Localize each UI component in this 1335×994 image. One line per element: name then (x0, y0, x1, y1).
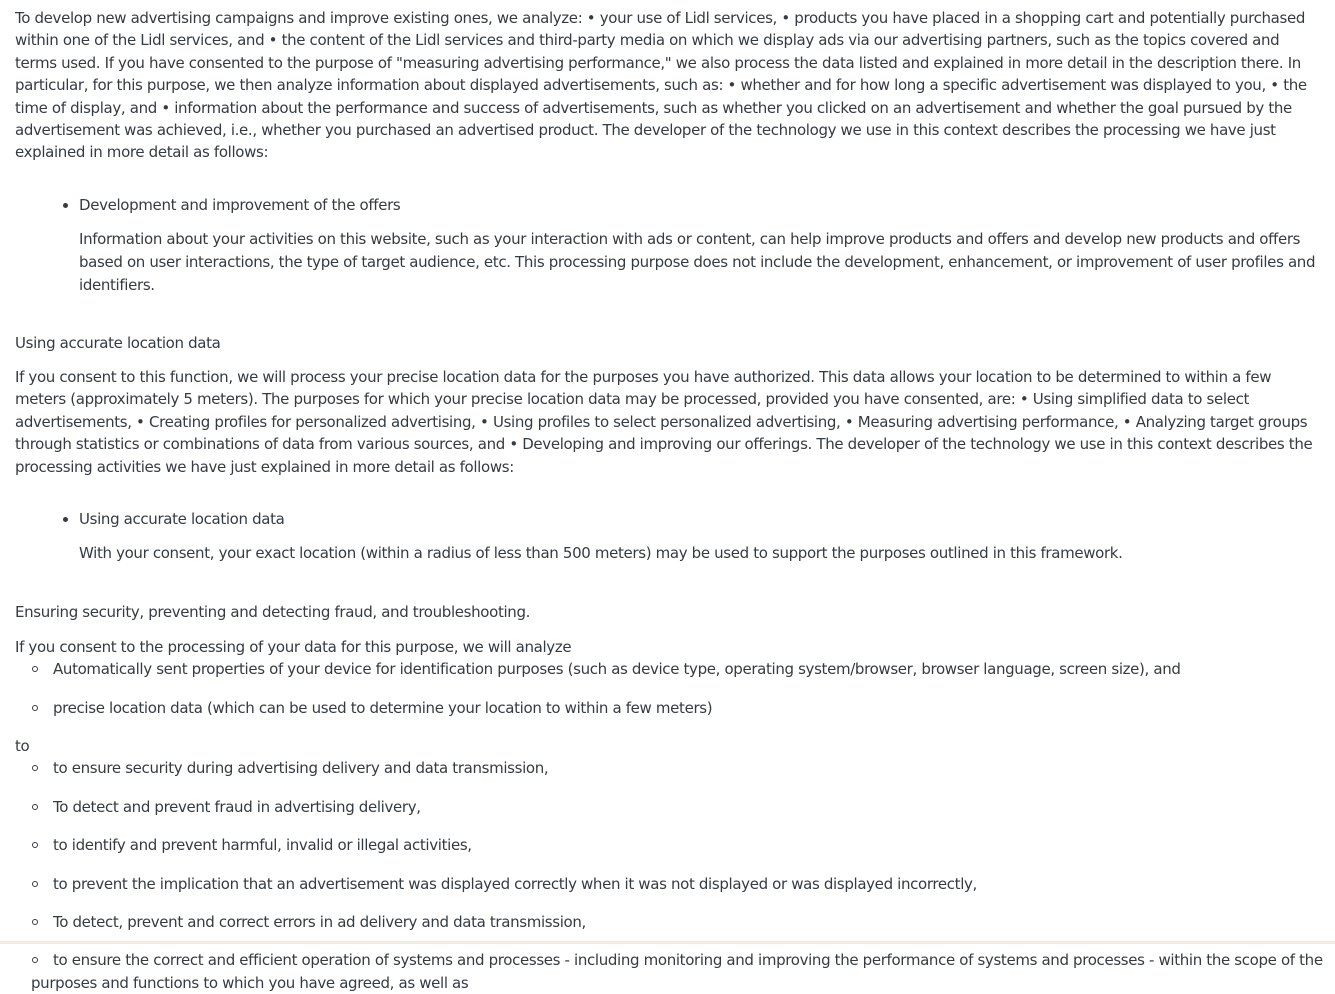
advertising-intro-paragraph: To develop new advertising campaigns and improve existing ones, we analyze: • your use of Lidl services, • products you have placed in a shopping cart and potentially purchased within one of the Lidl services, and • the content of the Lidl services and third-party media on which we display ads via our advertising partners, such as the topics covered and terms used. If you have consented to the purpose of "measuring advertising performance," we also process the data listed and explained in more detail in the description there. In particular, for this purpose, we then analyze information about displayed advertisements, such as: • whether and for how long a specific advertisement was displayed to you, • the time of display, and • information about the performance and success of advertisements, such as whether you clicked on an advertisement and whether the goal pursued by the advertisement was achieved, i.e., whether you purchased an advertised product. The developer of the technology we use in this context describes the processing we have just explained in more detail as follows: (15, 9, 1307, 162)
advertising-purpose-title: Development and improvement of the offers (79, 195, 401, 214)
security-purpose-list (15, 757, 1323, 994)
advertising-purpose-list (15, 194, 1323, 297)
list-item: To detect, prevent and correct errors in ad delivery and data transmission, (31, 911, 1323, 933)
list-item: precise location data (which can be used to determine your location to within a few meters) (31, 697, 1323, 719)
to-label: to (15, 736, 30, 755)
advertising-purpose-item (79, 194, 1323, 297)
location-purpose-description: With your consent, your exact location (within a radius of less than 500 meters) may be used to support the purposes outlined in this framework. (79, 544, 1123, 563)
location-heading: Using accurate location data (15, 333, 221, 352)
list-item: to ensure the correct and efficient operation of systems and processes - including monitoring and improving the performance of systems and processes - within the scope of the purposes and functions to which you have agreed, as well as (31, 949, 1323, 994)
list-item: To detect and prevent fraud in advertising delivery, (31, 796, 1323, 818)
privacy-document (15, 7, 1323, 994)
security-intro-paragraph: If you consent to the processing of your data for this purpose, we will analyze (15, 637, 572, 656)
list-item: to ensure security during advertising delivery and data transmission, (31, 757, 1323, 779)
list-item: to prevent the implication that an advertisement was displayed correctly when it was not displayed or was displayed incorrectly, (31, 873, 1323, 895)
list-item: to identify and prevent harmful, invalid or illegal activities, (31, 834, 1323, 856)
location-purpose-list (15, 508, 1323, 565)
security-analyze-list (15, 658, 1323, 719)
advertising-purpose-description: Information about your activities on this website, such as your interaction with ads or content, can help improve products and offers and develop new products and offers based on user interactions, the type of target audience, etc. This processing purpose does not include the development, enhancement, or improvement of user profiles and identifiers. (79, 230, 1316, 294)
list-item: Automatically sent properties of your device for identification purposes (such as device type, operating system/browser, browser language, screen size), and (31, 658, 1323, 680)
security-heading: Ensuring security, preventing and detecting fraud, and troubleshooting. (15, 603, 531, 622)
location-purpose-title: Using accurate location data (79, 510, 285, 529)
location-intro-paragraph: If you consent to this function, we will process your precise location data for the purposes you have authorized. This data allows your location to be determined to within a few meters (approximately 5 meters). The purposes for which your precise location data may be processed, provided you have consented, are: • Using simplified data to select advertisements, • Creating profiles for personalized advertising, • Using profiles to select personalized advertising, • Measuring advertising performance, • Analyzing target groups through statistics or combinations of data from various sources, and • Developing and improving our offerings. The developer of the technology we use in this context describes the processing activities we have just explained in more detail as follows: (15, 368, 1313, 476)
location-purpose-item (79, 508, 1323, 565)
